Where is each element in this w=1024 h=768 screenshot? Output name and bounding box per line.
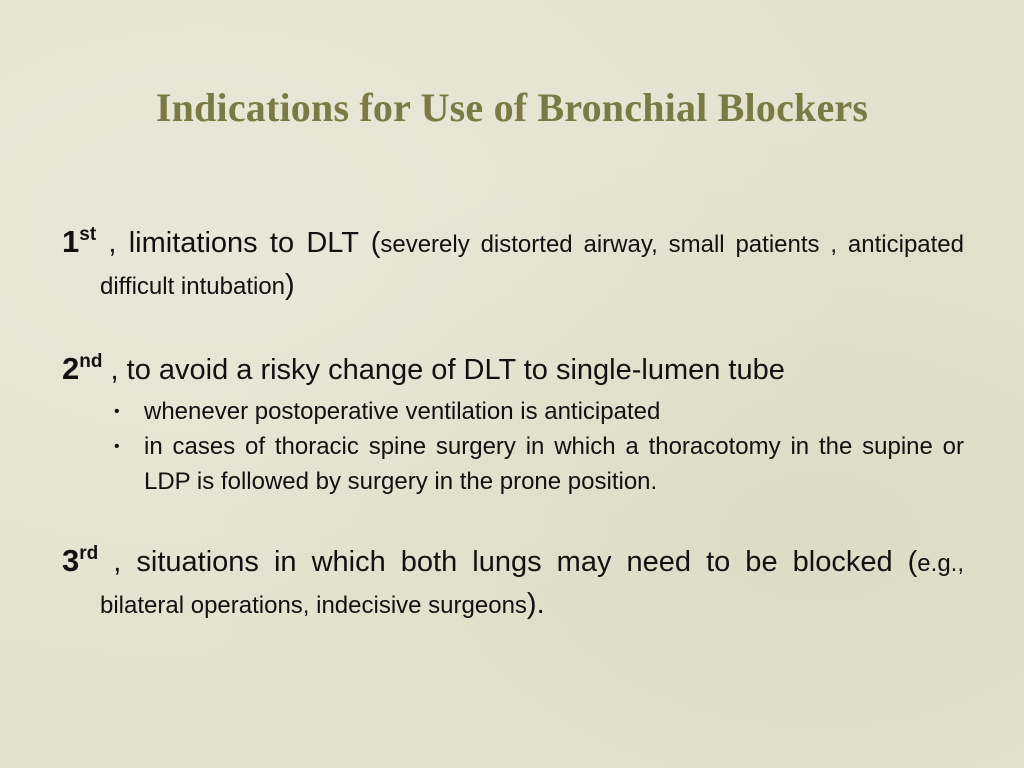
indication-2-bullets: [62, 394, 964, 499]
indication-detail: severely distorted airway, small patients , anticipated difficult intubation: [100, 231, 964, 300]
bullet-text: in cases of thoracic spine surgery in which a thoracotomy in the supine or LDP is followed by surgery in the prone position.: [144, 433, 964, 495]
list-item: [114, 394, 964, 429]
indication-text: , limitations to DLT (: [96, 227, 381, 259]
bullet-text: whenever postoperative ventilation is anticipated: [144, 398, 661, 425]
closing-paren: ): [285, 269, 295, 301]
ordinal-suffix: rd: [79, 543, 99, 564]
indication-2: [62, 349, 964, 390]
ordinal-suffix: st: [79, 224, 97, 245]
bullet-icon: •: [114, 403, 120, 420]
indication-number: 3: [62, 543, 80, 578]
slide-title: Indications for Use of Bronchial Blockers: [155, 85, 869, 130]
indication-1: [62, 222, 964, 307]
list-item: [114, 429, 964, 499]
closing-paren: ).: [526, 588, 545, 620]
indication-3: [62, 541, 964, 626]
indication-text: , to avoid a risky change of DLT to single-lumen tube: [102, 354, 785, 386]
slide-content: [62, 222, 964, 626]
ordinal-suffix: nd: [79, 351, 103, 372]
indication-text: , situations in which both lungs may need to be blocked (: [98, 546, 918, 578]
bullet-icon: •: [114, 438, 120, 455]
indication-number: 1: [62, 224, 80, 259]
indication-detail: e.g., bilateral operations, indecisive surgeons: [100, 550, 964, 619]
indication-number: 2: [62, 351, 80, 386]
